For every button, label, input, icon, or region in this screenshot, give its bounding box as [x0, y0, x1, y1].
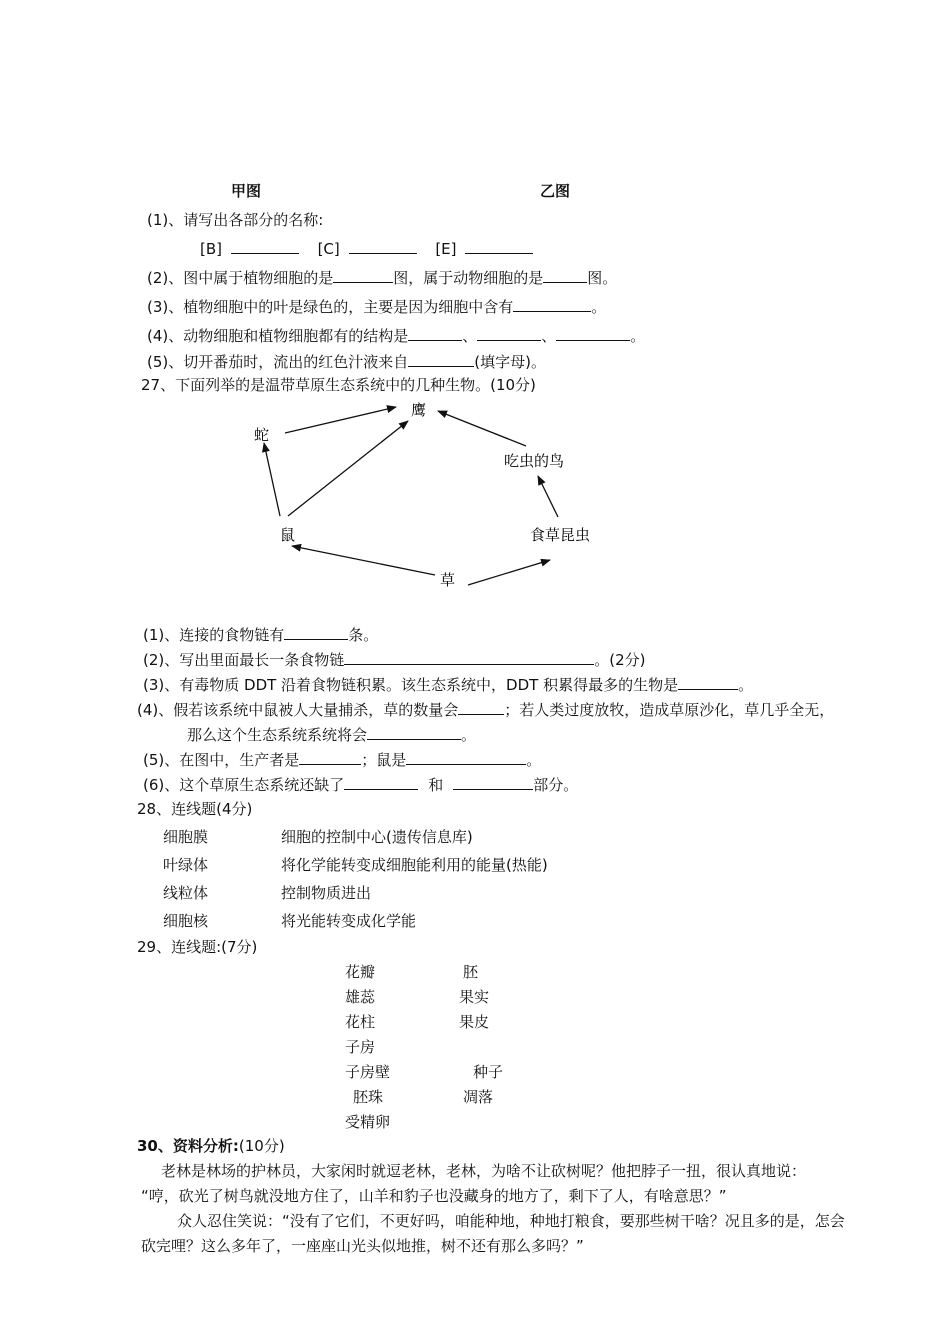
blank-missing-2[interactable] — [453, 775, 533, 790]
blank-vacuole[interactable] — [408, 352, 474, 367]
q29-right-2[interactable]: 果皮 — [459, 1013, 490, 1031]
q27-part5 — [143, 750, 541, 770]
blank-e[interactable] — [465, 239, 533, 254]
blank-mouse-role[interactable] — [406, 750, 526, 765]
q27-part4-text-a: (4)、假若该系统中鼠被人大量捕杀，草的数量会 — [137, 701, 459, 719]
q27-part1-text-b: 条。 — [348, 626, 379, 644]
arrow-bird-eagle — [438, 411, 526, 446]
q27-part5-text-a: (5)、在图中，生产者是 — [143, 751, 300, 769]
q26-part4-sep1: 、 — [462, 327, 478, 345]
q29-right-3[interactable]: 种子 — [473, 1063, 504, 1081]
q28-right-0[interactable]: 细胞的控制中心(遗传信息库) — [281, 828, 473, 846]
q26-part2-text-c: 图。 — [587, 269, 618, 287]
q26-part1: (1)、请写出各部分的名称: — [147, 211, 324, 229]
q29-left-0[interactable]: 花瓣 — [345, 963, 376, 981]
organism-eagle: 鹰 — [411, 401, 427, 419]
blank-plant-cell[interactable] — [333, 268, 393, 283]
blank-missing-1[interactable] — [344, 775, 418, 790]
q28-right-2[interactable]: 控制物质进出 — [281, 884, 372, 902]
blank-common-1[interactable] — [408, 326, 462, 341]
q30-para1-line2: “哼，砍光了树鸟就没地方住了，山羊和豹子也没藏身的地方了，剩下了人，有啥意思？” — [141, 1187, 727, 1205]
q26-part2 — [147, 268, 617, 288]
q26-part4-sep2: 、 — [541, 327, 557, 345]
organism-bird: 吃虫的鸟 — [504, 452, 565, 470]
q29-left-2[interactable]: 花柱 — [345, 1013, 376, 1031]
label-b: [B] — [200, 240, 222, 258]
q29-left-5[interactable]: 胚珠 — [353, 1088, 384, 1106]
q27-part4-text-b: ；若人类过度放牧，造成草原沙化，草几乎全无， — [504, 701, 835, 719]
blank-producer[interactable] — [299, 750, 361, 765]
blank-animal-cell[interactable] — [543, 268, 587, 283]
label-e: [E] — [435, 240, 457, 258]
q28-title: 28、连线题(4分) — [137, 800, 253, 818]
arrow-snake-eagle — [285, 407, 396, 433]
blank-longest-chain[interactable] — [344, 650, 594, 665]
arrow-grass-insect — [468, 560, 550, 585]
q27-part3-text-b: 。 — [738, 676, 754, 694]
blank-common-3[interactable] — [556, 326, 630, 341]
q27-title: 27、下面列举的是温带草原生态系统中的几种生物。(10分) — [141, 376, 536, 394]
q29-left-4[interactable]: 子房壁 — [345, 1063, 391, 1081]
q29-right-1[interactable]: 果实 — [459, 988, 490, 1006]
q27-part6 — [143, 775, 578, 795]
q26-part4-text-a: (4)、动物细胞和植物细胞都有的结构是 — [147, 327, 409, 345]
blank-chain-count[interactable] — [284, 625, 348, 640]
q27-part4-line1 — [137, 700, 834, 720]
q30-title: 30、资料分析: — [137, 1137, 239, 1155]
figure-label-yi: 乙图 — [540, 182, 571, 200]
q28-right-1[interactable]: 将化学能转变成细胞能利用的能量(热能) — [281, 856, 548, 874]
q30-title-line — [137, 1136, 285, 1156]
q26-part4-end: 。 — [630, 327, 646, 345]
food-web-diagram — [230, 390, 590, 600]
q27-part4-line2 — [187, 725, 476, 745]
q26-part2-text-a: (2)、图中属于植物细胞的是 — [147, 269, 334, 287]
q29-left-3[interactable]: 子房 — [345, 1038, 376, 1056]
q27-part1 — [143, 625, 378, 645]
blank-ddt[interactable] — [678, 675, 738, 690]
q27-part6-text-a: (6)、这个草原生态系统还缺了 — [143, 776, 345, 794]
q27-part4-text-d: 。 — [461, 726, 477, 744]
q26-part3 — [147, 297, 606, 317]
blank-system-fate[interactable] — [367, 725, 461, 740]
q30-score: (10分) — [238, 1137, 285, 1155]
q28-left-1[interactable]: 叶绿体 — [163, 856, 209, 874]
q26-part5-text-b: (填字母)。 — [474, 353, 546, 371]
figure-label-jia: 甲图 — [231, 182, 262, 200]
arrow-mouse-eagle — [288, 421, 408, 516]
organism-insect: 食草昆虫 — [530, 526, 590, 544]
blank-grass-change[interactable] — [458, 700, 504, 715]
q27-part2-text-a: (2)、写出里面最长一条食物链 — [143, 651, 345, 669]
organism-snake: 蛇 — [254, 426, 270, 444]
q29-right-4[interactable]: 凋落 — [463, 1088, 494, 1106]
q27-part6-text-c: 部分。 — [533, 776, 579, 794]
arrow-grass-mouse — [292, 546, 435, 575]
blank-c[interactable] — [349, 239, 417, 254]
q29-right-0[interactable]: 胚 — [463, 963, 479, 981]
arrow-mouse-snake — [264, 443, 280, 516]
q27-part1-text-a: (1)、连接的食物链有 — [143, 626, 285, 644]
q27-part6-text-b: 和 — [428, 776, 444, 794]
q27-part3 — [143, 675, 753, 695]
label-c: [C] — [317, 240, 340, 258]
q26-part2-text-b: 图，属于动物细胞的是 — [393, 269, 544, 287]
q27-part5-text-b: ；鼠是 — [361, 751, 407, 769]
q29-left-1[interactable]: 雄蕊 — [345, 988, 376, 1006]
q26-part4 — [147, 326, 645, 346]
q27-part2 — [143, 650, 646, 670]
q30-para1-line1: 老林是林场的护林员，大家闲时就逗老林，老林，为啥不让砍树呢？他把脖子一扭，很认真地说： — [161, 1162, 807, 1180]
q27-part3-text-a: (3)、有毒物质 DDT 沿着食物链积累。该生态系统中，DDT 积累得最多的生物是 — [143, 676, 679, 694]
arrow-insect-bird — [538, 476, 558, 517]
q28-right-3[interactable]: 将光能转变成化学能 — [281, 912, 417, 930]
q29-left-6[interactable]: 受精卵 — [345, 1113, 391, 1131]
q29-title: 29、连线题:(7分) — [137, 938, 258, 956]
blank-b[interactable] — [231, 239, 299, 254]
blank-common-2[interactable] — [477, 326, 541, 341]
q28-left-0[interactable]: 细胞膜 — [163, 828, 209, 846]
organism-mouse: 鼠 — [280, 526, 296, 544]
q26-part3-text-a: (3)、植物细胞中的叶是绿色的，主要是因为细胞中含有 — [147, 298, 514, 316]
q26-part5-text-a: (5)、切开番茄时，流出的红色汁液来自 — [147, 353, 409, 371]
blank-chloroplast[interactable] — [513, 297, 591, 312]
q27-part5-text-c: 。 — [526, 751, 542, 769]
q26-part5 — [147, 352, 546, 372]
q30-para2-line2: 砍完哩？这么多年了，一座座山光头似地推，树不还有那么多吗？” — [141, 1237, 584, 1255]
q26-part3-text-b: 。 — [591, 298, 607, 316]
q27-part2-text-b: 。(2分) — [594, 651, 646, 669]
organism-grass: 草 — [440, 571, 456, 589]
q28-left-3[interactable]: 细胞核 — [163, 912, 209, 930]
q26-part1-blanks — [200, 239, 533, 259]
q27-part4-text-c: 那么这个生态系统系统将会 — [187, 726, 368, 744]
q28-left-2[interactable]: 线粒体 — [163, 884, 209, 902]
q30-para2-line1: 众人忍住笑说：“没有了它们，不更好吗，咱能种地，种地打粮食，要那些树干啥？况且多的是，怎会 — [177, 1212, 845, 1230]
